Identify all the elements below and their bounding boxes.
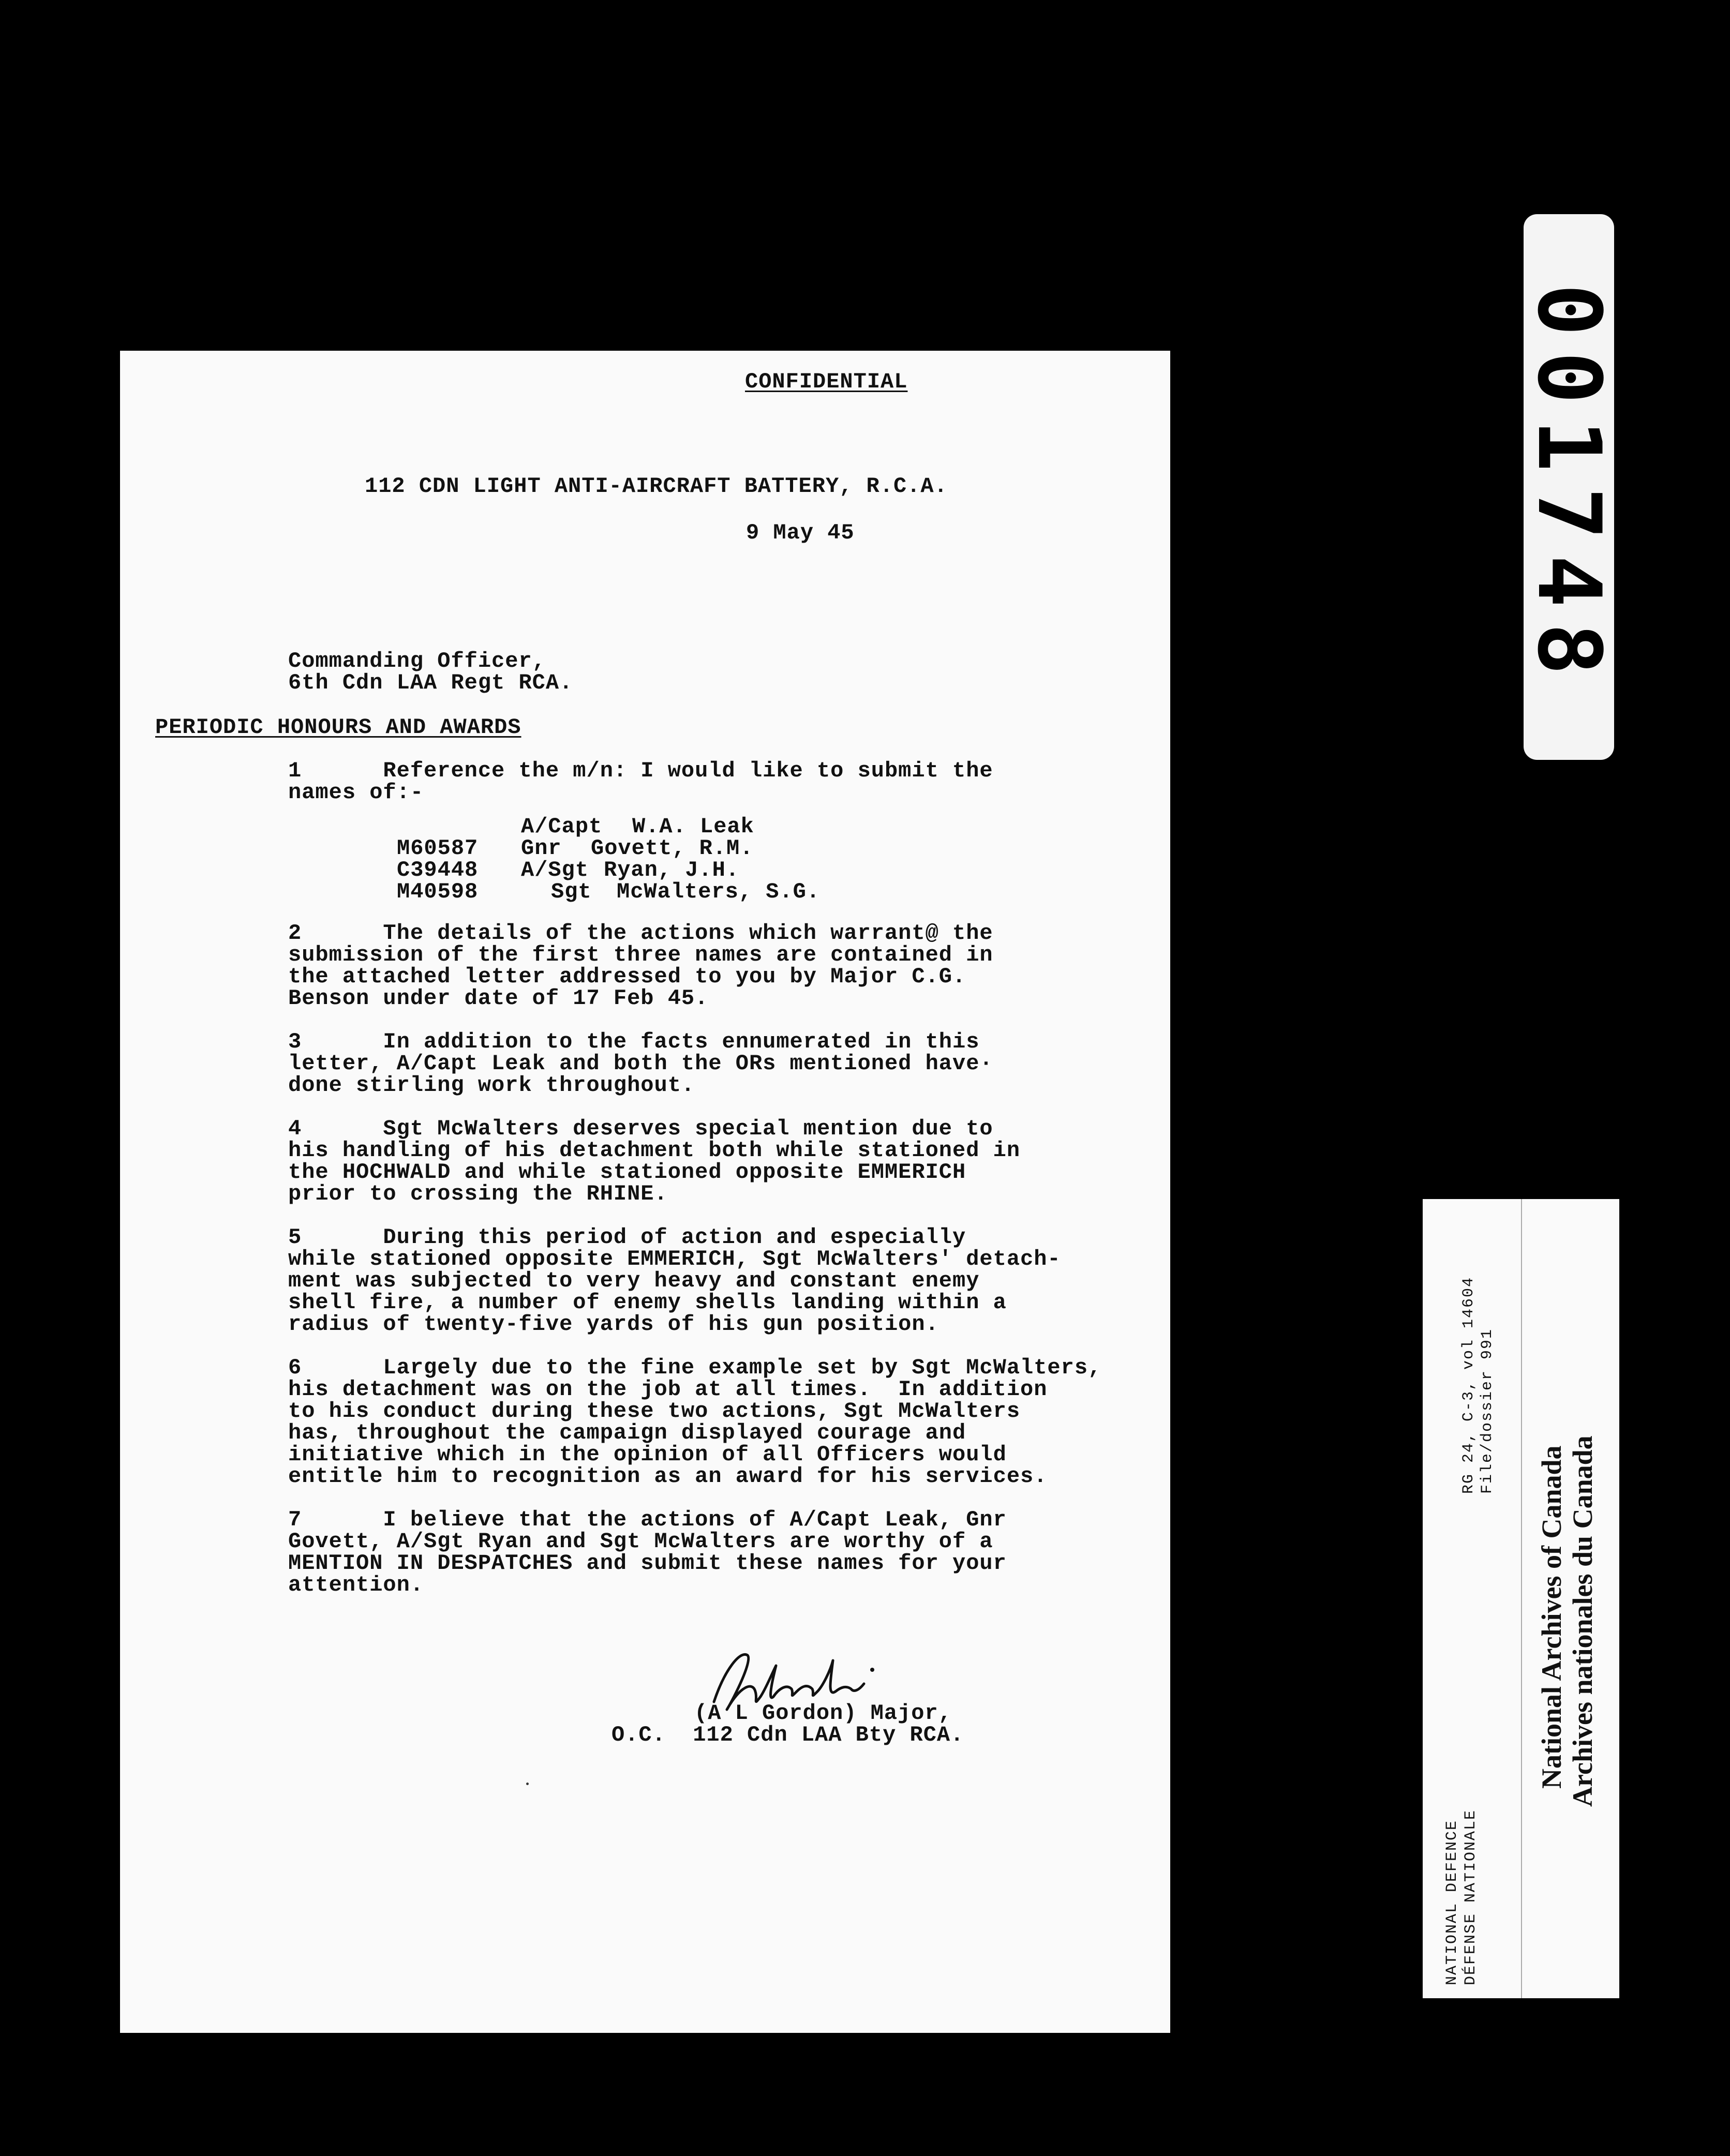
paragraph-line: attention. [288,1573,424,1597]
name-entry: W.A. Leak [632,814,754,839]
paragraph-line: submission of the first three names are contained in [288,942,993,967]
name-rank: A/Sgt [521,858,589,882]
paragraph-line: MENTION IN DESPATCHES and submit these names for your [288,1551,1007,1576]
paragraph-line: 5 During this period of action and especially [288,1225,966,1250]
archive-ref-line: File/dossier 991 [1479,1328,1496,1494]
paragraph-line: the HOCHWALD and while stationed opposite EMMERICH [288,1160,966,1185]
paragraph-line: while stationed opposite EMMERICH, Sgt McWalters' detach- [288,1247,1061,1271]
paragraph-line: prior to crossing the RHINE. [288,1181,668,1206]
signatory-title: O.C. 112 Cdn LAA Bty RCA. [612,1723,964,1747]
name-number: M40598 [397,879,479,904]
addressee-line: 6th Cdn LAA Regt RCA. [288,670,573,695]
name-number: C39448 [397,858,479,882]
paper-speck [526,1783,529,1785]
paragraph-line: 6 Largely due to the fine example set by Sgt McWalters, [288,1355,1102,1380]
subject-heading: PERIODIC HONOURS AND AWARDS [155,715,521,740]
paragraph-line: ment was subjected to very heavy and constant enemy [288,1268,980,1293]
name-rank: Gnr [521,836,562,861]
name-entry: Govett, R.M. [591,836,754,861]
paragraph-line: letter, A/Capt Leak and both the ORs mentioned have· [288,1051,993,1076]
classification-marking: CONFIDENTIAL [745,369,908,394]
paragraph-line: has, throughout the campaign displayed courage and [288,1420,966,1445]
letter-date: 9 May 45 [746,520,855,545]
paragraph-line: his handling of his detachment both while stationed in [288,1138,1021,1163]
paragraph-line: 4 Sgt McWalters deserves special mention due to [288,1116,993,1141]
letter-page [120,351,1170,2033]
paragraph-line: 7 I believe that the actions of A/Capt Leak, Gnr [288,1507,1007,1532]
paragraph-line: initiative which in the opinion of all Officers would [288,1442,1007,1467]
label-divider [1521,1199,1522,1998]
paragraph-line: the attached letter addressed to you by Major C.G. [288,964,966,989]
signatory-name: (A L Gordon) Major, [694,1701,952,1726]
paragraph-line: radius of twenty-five yards of his gun position. [288,1312,939,1337]
paragraph-line: 1 Reference the m/n: I would like to submit the [288,758,993,783]
paragraph-line: 2 The details of the actions which warrant@ the [288,921,993,946]
archive-reference-label [1423,1199,1619,1998]
archive-ref-line: RG 24, C-3, vol 14604 [1460,1276,1478,1494]
frame-number: 001748 [1518,283,1620,691]
addressee-line: Commanding Officer, [288,649,546,673]
name-number: M60587 [397,836,479,861]
archives-name-en: National Archives of Canada [1536,1445,1567,1789]
paragraph-line: Benson under date of 17 Feb 45. [288,986,709,1011]
archives-name-fr: Archives nationales du Canada [1567,1435,1598,1807]
dept-line: NATIONAL DEFENCE [1443,1819,1461,1985]
paragraph-line: 3 In addition to the facts ennumerated in this [288,1029,980,1054]
frame-number-strip [1518,214,1620,760]
paragraph-line: to his conduct during these two actions, Sgt McWalters [288,1399,1021,1424]
paragraph-line: his detachment was on the job at all times. In addition [288,1377,1048,1402]
paragraph-line: names of:- [288,780,424,805]
paragraph-line: shell fire, a number of enemy shells landing within a [288,1290,1007,1315]
name-entry: Ryan, J.H. [604,858,740,882]
paragraph-line: entitle him to recognition as an award for his services. [288,1464,1048,1489]
dept-line: DÉFENSE NATIONALE [1462,1809,1480,1985]
paragraph-line: done stirling work throughout. [288,1073,695,1098]
paragraph-line: Govett, A/Sgt Ryan and Sgt McWalters are worthy of a [288,1529,993,1554]
name-rank: Sgt [551,879,592,904]
name-rank: A/Capt [521,814,603,839]
letter-text [120,351,1170,2033]
unit-heading: 112 CDN LIGHT ANTI-AIRCRAFT BATTERY, R.C.A. [365,474,948,499]
name-entry: McWalters, S.G. [617,879,821,904]
